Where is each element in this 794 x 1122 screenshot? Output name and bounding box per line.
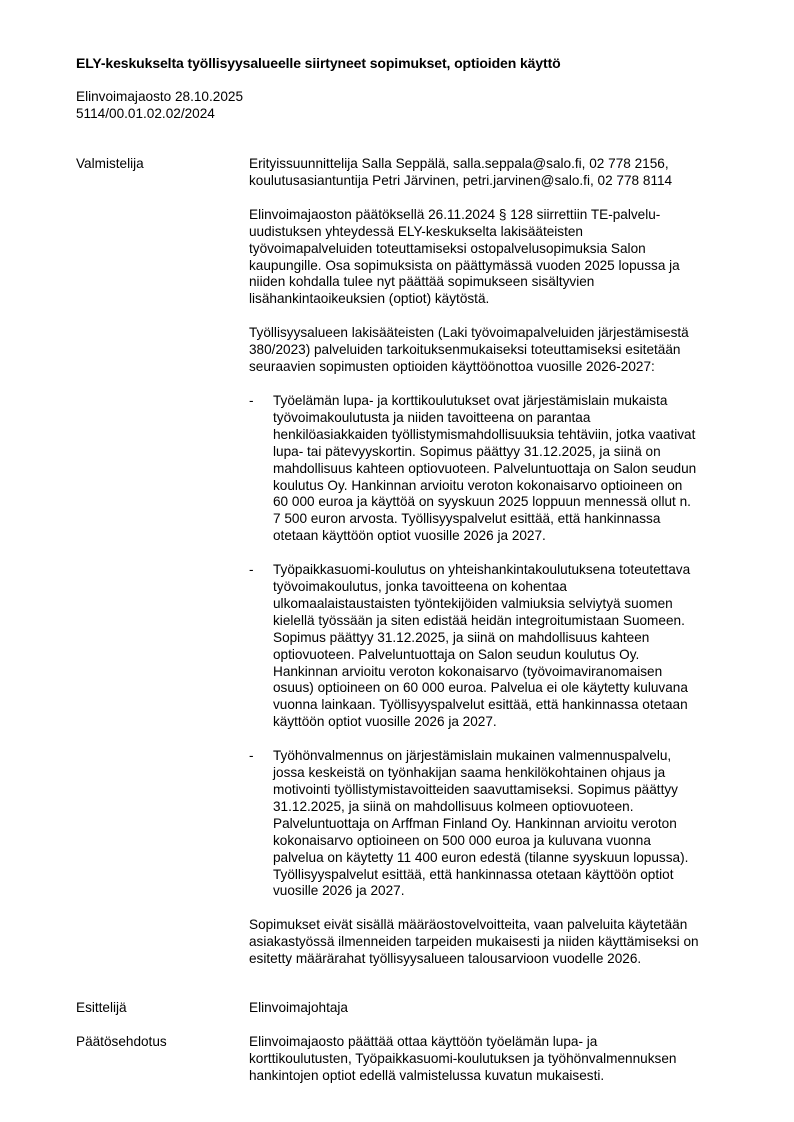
valmistelija-content — [249, 156, 739, 968]
document-meta — [76, 89, 746, 123]
text-line: kielellä työssään ja siten edistää heidän integroitumistaan Suomeen. — [273, 612, 685, 628]
text-line: Työllisyyspalvelut esittää, että hankinnassa otetaan käyttöön optiot — [273, 866, 674, 882]
text-line: Elinvoimajaoston päätöksellä 26.11.2024 § 128 siirrettiin TE-palvelu- — [249, 206, 661, 222]
record-id: 5114/00.01.02.02/2024 — [76, 105, 215, 121]
paatosehdotus-section — [76, 1034, 746, 1085]
text-line: otetaan käyttöön optiot vuosille 2026 ja 2027. — [273, 528, 546, 544]
text-line: hankintojen optiot edellä valmistelussa kuvatun mukaisesti. — [249, 1067, 605, 1083]
text-line: uudistuksen yhteydessä ELY-keskukselta lakisääteisten — [249, 223, 583, 239]
text-line: Työllisyysalueen lakisääteisten (Laki työvoimapalveluiden järjestämisestä — [249, 325, 689, 341]
text-line: lupa- tai pätevyyskortin. Sopimus päättyy 31.12.2025, ja siinä on — [273, 443, 661, 459]
text-line: Palveluntuottaja on Arffman Finland Oy. Hankinnan arvioitu veroton — [273, 815, 677, 831]
text-line: motivointi työllistymistavoitteiden saavuttamiseksi. Sopimus päättyy — [273, 782, 678, 797]
esittelija-section — [76, 1000, 746, 1017]
bullet-dash: - — [249, 562, 254, 578]
text-line: Työhönvalmennus on järjestämislain mukainen valmennuspalvelu, — [273, 748, 672, 764]
bullet-text — [273, 748, 737, 900]
bullet-dash: - — [249, 392, 254, 408]
text-line: työvoimakoulutus, jonka tavoitteena on kohentaa — [273, 579, 567, 595]
paatosehdotus-label: Päätösehdotus — [76, 1034, 167, 1049]
text-line: Sopimus päättyy 31.12.2025, ja siinä on mahdollisuus kahteen — [273, 629, 650, 645]
document-page — [76, 55, 746, 123]
text-line: jossa keskeistä on työnhakijan saama henkilökohtainen ohjaus ja — [273, 765, 666, 781]
text-line: Työelämän lupa- ja korttikoulutukset ovat järjestämislain mukaista — [273, 392, 668, 408]
bullet-item-lupa-korttikoulutus — [249, 393, 739, 545]
text-line: esitetty määrärahat työllisyysalueen talousarvioon vuodelle 2026. — [249, 951, 642, 967]
meeting-info: Elinvoimajaosto 28.10.2025 — [76, 89, 244, 104]
text-line: Sopimukset eivät sisällä määräostovelvoitteita, vaan palveluita käytetään — [249, 917, 688, 933]
text-line: koulutus Oy. Hankinnan arvioitu veroton kokonaisarvo optioineen on — [273, 477, 683, 493]
bullet-text — [273, 393, 737, 545]
text-line: vuonna lainkaan. Työllisyyspalvelut esittää, että hankinnassa otetaan — [273, 697, 688, 713]
text-line: seuraavien sopimusten optioiden käyttöönottoa vuosille 2026-2027: — [249, 359, 655, 375]
contact-line: Erityissuunnittelija Salla Seppälä, salla.seppala@salo.fi, 02 778 2156, — [249, 156, 669, 171]
bullet-item-tyohonvalmennus — [249, 748, 739, 900]
text-line: lisähankintaoikeuksien (optiot) käytöstä. — [249, 291, 490, 307]
document-title: ELY-keskukselta työllisyysalueelle siirtyneet sopimukset, optioiden käyttö — [76, 55, 561, 71]
text-line: 31.12.2025, ja siinä on mahdollisuus kolmeen optiovuoteen. — [273, 798, 634, 814]
text-line: korttikoulutusten, Työpaikkasuomi-koulutuksen ja työhönvalmennuksen — [249, 1050, 677, 1066]
text-line: mahdollisuus kahteen optiovuoteen. Palveluntuottaja on Salon seudun — [273, 460, 697, 476]
text-line: optiovuoteen. Palveluntuottaja on Salon seudun koulutus Oy. — [273, 646, 640, 662]
text-line: ulkomaalaistaustaisten työntekijöiden valmiuksia selviytyä suomen — [273, 595, 673, 611]
bullet-item-tyopaikkasuomi — [249, 562, 739, 731]
valmistelija-label: Valmistelija — [76, 156, 144, 171]
proposal-intro-paragraph — [249, 325, 739, 376]
budget-paragraph — [249, 917, 739, 968]
text-line: työvoimakoulutusta ja niiden tavoitteena on parantaa — [273, 409, 591, 425]
text-line: henkilöasiakkaiden työllistymismahdollisuuksia tehtäviin, jotka vaativat — [273, 426, 696, 442]
text-line: osuus) optioineen on 60 000 euroa. Palvelua ei ole käytetty kuluvana — [273, 680, 688, 696]
paatosehdotus-content — [249, 1034, 739, 1085]
text-line: Elinvoimajaosto päättää ottaa käyttöön työelämän lupa- ja — [249, 1034, 598, 1049]
text-line: käyttöön optiot vuosille 2026 ja 2027. — [273, 714, 497, 730]
text-line: kokonaisarvo optioineen on 500 000 euroa ja kuluvana vuonna — [273, 832, 651, 848]
bullet-dash: - — [249, 748, 254, 764]
text-line: kaupungille. Osa sopimuksista on päättymässä vuoden 2025 lopussa ja — [249, 257, 680, 273]
text-line: Hankinnan arvioitu veroton kokonaisarvo (työvoimaviranomaisen — [273, 663, 663, 679]
valmistelija-section — [76, 156, 746, 968]
valmistelija-contacts — [249, 156, 739, 190]
text-line: työvoimapalveluiden toteuttamiseksi ostopalvelusopimuksia Salon — [249, 240, 646, 256]
text-line: Työpaikkasuomi-koulutus on yhteishankintakoulutuksena toteutettava — [273, 562, 691, 578]
text-line: 60 000 euroa ja käyttöä on syyskuun 2025 loppuun mennessä ollut n. — [273, 494, 691, 510]
text-line: niiden kohdalla tulee nyt päättää sopimukseen sisältyvien — [249, 274, 595, 290]
background-paragraph — [249, 207, 739, 308]
esittelija-label: Esittelijä — [76, 1000, 127, 1015]
bullet-text — [273, 562, 737, 731]
text-line: asiakastyössä ilmenneiden tarpeiden mukaisesti ja niiden käyttämiseksi on — [249, 934, 699, 950]
text-line: 7 500 euron arvosta. Työllisyyspalvelut esittää, että hankinnassa — [273, 511, 661, 527]
contact-line: koulutusasiantuntija Petri Järvinen, petri.jarvinen@salo.fi, 02 778 8114 — [249, 172, 673, 188]
text-line: 380/2023) palveluiden tarkoituksenmukaiseksi toteuttamiseksi esitetään — [249, 342, 681, 358]
text-line: vuosille 2026 ja 2027. — [273, 883, 405, 899]
text-line: palvelua on käytetty 11 400 euron edestä (tilanne syyskuun lopussa). — [273, 849, 689, 865]
esittelija-value: Elinvoimajohtaja — [249, 1000, 348, 1015]
